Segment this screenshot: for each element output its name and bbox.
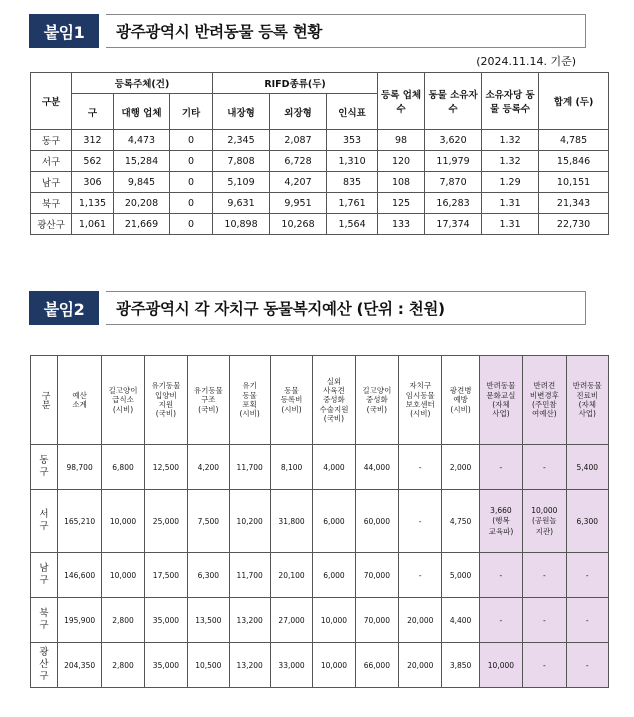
t2-head-c9-line: (시비) — [410, 409, 431, 419]
t2-cell-c5: 11,700 — [229, 445, 270, 490]
t2-cell-c11: - — [479, 598, 522, 643]
t2-head-c3-line: 유기동물 — [151, 381, 181, 391]
t2-head-c13-line: 사업) — [578, 409, 596, 419]
t2-head-c7-line: 실외 — [326, 376, 342, 386]
t2-cell-c10: 3,850 — [442, 643, 479, 688]
t2-head-c13 — [566, 356, 608, 445]
t1-cell-ratio: 1.29 — [482, 172, 539, 193]
t2-row-name-char: 구 — [39, 467, 49, 478]
t2-head-c2-line: (시비) — [112, 404, 134, 414]
t1-head-gubun: 구분 — [31, 73, 72, 130]
t2-cell-c6: 8,100 — [270, 445, 312, 490]
t1-cell-agency: 9,845 — [114, 172, 170, 193]
t2-cell-c1: 204,350 — [57, 643, 101, 688]
t2-head-c11-line: 반려동물 — [486, 381, 516, 391]
t2-head-c2-line: 급식소 — [112, 395, 134, 405]
t2-row-name-char: 동 — [39, 455, 49, 467]
t2-cell-c7: 6,000 — [313, 490, 355, 553]
t2-cell-c7: 6,000 — [313, 553, 355, 598]
t2-cell-c5: 13,200 — [229, 643, 270, 688]
t2-head-c11-line: 사업) — [492, 409, 510, 419]
t1-row-name: 북구 — [31, 193, 72, 214]
t2-row-name-char: 서 — [39, 509, 49, 521]
t2-head-c7-line: 수술지원 — [319, 404, 349, 414]
t2-head-c12-line: 반려견 — [533, 381, 556, 391]
t2-row — [31, 643, 609, 688]
t2-cell-c8: 70,000 — [355, 598, 398, 643]
t2-head-c7 — [313, 356, 355, 445]
t2-cell-c6: 33,000 — [270, 643, 312, 688]
t2-cell-c1: 146,600 — [57, 553, 101, 598]
t1-row — [31, 130, 609, 151]
t1-row-name: 남구 — [31, 172, 72, 193]
t1-head-other: 기타 — [170, 94, 213, 130]
date-note: (2024.11.14. 기준) — [476, 55, 576, 68]
t2-head-c3-line: 입양비 — [155, 390, 177, 400]
t2-cell-c4: 7,500 — [188, 490, 229, 553]
t2-cell-c13: - — [566, 643, 608, 688]
t1-head-external: 외장형 — [270, 94, 327, 130]
t1-row — [31, 172, 609, 193]
t2-head-c6-line: 등록비 — [280, 395, 303, 405]
t2-cell-c4: 10,500 — [188, 643, 229, 688]
t2-row-name-char: 구 — [39, 521, 49, 532]
t2-cell-c1: 195,900 — [57, 598, 101, 643]
t2-cell-c2: 2,800 — [102, 643, 144, 688]
t2-head-c3 — [144, 356, 187, 445]
t1-head-tag: 인식표 — [327, 94, 378, 130]
t2-row — [31, 553, 609, 598]
t1-cell-agency: 15,284 — [114, 151, 170, 172]
t1-head-reg-group: 등록주체(건) — [72, 73, 213, 94]
t2-cell-c12: - — [523, 445, 566, 490]
t2-head-c1 — [57, 356, 101, 445]
t2-cell-c8: 66,000 — [355, 643, 398, 688]
t1-cell-external: 10,268 — [270, 214, 327, 235]
t2-cell-c2: 6,800 — [102, 445, 144, 490]
t1-cell-external: 6,728 — [270, 151, 327, 172]
t2-head-c5 — [229, 356, 270, 445]
t1-cell-gu: 306 — [72, 172, 114, 193]
t2-head-c7-line: 중성화 — [323, 395, 345, 405]
t1-cell-ratio: 1.32 — [482, 151, 539, 172]
t2-head-c1-line: 소계 — [72, 400, 87, 409]
t2-head-c3-line: (국비) — [155, 409, 177, 419]
registration-table — [30, 72, 609, 235]
t2-head-c11 — [479, 356, 522, 445]
t2-cell-c11: 10,000 — [479, 643, 522, 688]
budget-table — [30, 355, 609, 688]
t2-cell-c7: 4,000 — [313, 445, 355, 490]
t2-cell-c12: - — [523, 643, 566, 688]
t2-cell-c2: 10,000 — [102, 553, 144, 598]
t2-head-c8-line: 길고양이 — [362, 385, 392, 395]
t2-cell-c1: 165,210 — [57, 490, 101, 553]
t2-cell-c6: 20,100 — [270, 553, 312, 598]
t2-head-c2 — [102, 356, 144, 445]
t2-head-gubun — [31, 356, 58, 445]
t1-cell-shops: 120 — [378, 151, 425, 172]
t2-head-c5-line: 동물 — [242, 390, 257, 400]
t2-cell-c3: 35,000 — [144, 598, 187, 643]
t2-head-c4-line: 구조 — [201, 395, 216, 405]
t1-cell-shops: 98 — [378, 130, 425, 151]
t2-head-c13-line: 반려동물 — [572, 381, 602, 391]
t1-cell-tag: 1,761 — [327, 193, 378, 214]
t1-cell-owners: 16,283 — [425, 193, 482, 214]
t2-cell-c11: - — [479, 445, 522, 490]
t2-head-c8 — [355, 356, 398, 445]
t2-cell-c7: 10,000 — [313, 643, 355, 688]
t1-cell-agency: 4,473 — [114, 130, 170, 151]
section1-title: 광주광역시 반려동물 등록 현황 — [106, 14, 586, 48]
t1-cell-other: 0 — [170, 151, 213, 172]
t2-cell-c8: 60,000 — [355, 490, 398, 553]
t2-row — [31, 490, 609, 553]
t1-cell-total: 15,846 — [539, 151, 609, 172]
t1-cell-shops: 125 — [378, 193, 425, 214]
t2-head-c5-line: (시비) — [239, 409, 260, 419]
t2-cell-c1: 98,700 — [57, 445, 101, 490]
t2-cell-c3: 17,500 — [144, 553, 187, 598]
t2-head-c10-line: 예방 — [453, 395, 468, 405]
t1-row-name: 서구 — [31, 151, 72, 172]
t1-cell-internal: 10,898 — [213, 214, 270, 235]
t2-cell-line: 교육파) — [488, 526, 514, 536]
t1-cell-tag: 1,310 — [327, 151, 378, 172]
t2-cell-line: 10,000 — [531, 505, 558, 515]
t2-head-c9-line: 임시동물 — [405, 390, 435, 400]
t1-cell-shops: 108 — [378, 172, 425, 193]
t2-row — [31, 598, 609, 643]
t2-cell-c3: 35,000 — [144, 643, 187, 688]
t2-row-name-char: 북 — [39, 608, 49, 620]
t2-head-c4-line: (국비) — [198, 404, 219, 414]
t2-row-name — [31, 598, 58, 643]
t2-head-c4-line: 유기동물 — [193, 385, 223, 395]
t2-cell-line: (공원놀 — [532, 515, 557, 525]
t2-cell-c5: 11,700 — [229, 553, 270, 598]
t1-cell-gu: 1,135 — [72, 193, 114, 214]
t1-cell-external: 2,087 — [270, 130, 327, 151]
t1-cell-owners: 17,374 — [425, 214, 482, 235]
t1-cell-tag: 353 — [327, 130, 378, 151]
t1-cell-internal: 2,345 — [213, 130, 270, 151]
t2-head-c13-line: 진료비 — [576, 390, 599, 400]
t2-cell-c6: 27,000 — [270, 598, 312, 643]
t2-cell-c3: 12,500 — [144, 445, 187, 490]
t1-cell-agency: 21,669 — [114, 214, 170, 235]
t1-cell-total: 21,343 — [539, 193, 609, 214]
t2-cell-c11 — [479, 490, 522, 553]
t2-row-name-char: 구 — [39, 670, 49, 682]
t1-head-rfid-group: RIFD종류(두) — [213, 73, 378, 94]
t2-cell-c9: 20,000 — [399, 598, 442, 643]
t2-head-c4 — [188, 356, 229, 445]
t1-cell-other: 0 — [170, 172, 213, 193]
t2-row-name — [31, 643, 58, 688]
t1-cell-ratio: 1.31 — [482, 193, 539, 214]
t2-head-c11-line: (자체 — [492, 400, 510, 409]
t1-cell-internal: 7,808 — [213, 151, 270, 172]
t2-cell-c5: 13,200 — [229, 598, 270, 643]
section2-title: 광주광역시 각 자치구 동물복지예산 (단위 : 천원) — [106, 291, 586, 325]
t2-head-c8-line: (국비) — [366, 404, 388, 414]
t2-cell-c8: 44,000 — [355, 445, 398, 490]
t2-head-gubun-text: 구분 — [39, 391, 50, 409]
t2-row — [31, 445, 609, 490]
t2-cell-c12 — [523, 490, 566, 553]
t2-cell-c10: 5,000 — [442, 553, 479, 598]
t2-head-c8-line: 중성화 — [365, 395, 388, 405]
t1-head-internal: 내장형 — [213, 94, 270, 130]
t2-cell-c13: 6,300 — [566, 490, 608, 553]
t1-cell-gu: 1,061 — [72, 214, 114, 235]
t2-cell-c6: 31,800 — [270, 490, 312, 553]
t1-cell-other: 0 — [170, 193, 213, 214]
t2-cell-c9: - — [399, 445, 442, 490]
t2-cell-c13: 5,400 — [566, 445, 608, 490]
t2-head-c13-line: (자체 — [578, 400, 596, 409]
t2-cell-c12: - — [523, 598, 566, 643]
t1-cell-total: 10,151 — [539, 172, 609, 193]
t2-head-c7-line: 사육견 — [323, 385, 345, 395]
t2-cell-c9: 20,000 — [399, 643, 442, 688]
t1-cell-ratio: 1.32 — [482, 130, 539, 151]
t2-cell-c12: - — [523, 553, 566, 598]
t2-head-c6-line: (시비) — [281, 404, 302, 414]
t2-cell-c7: 10,000 — [313, 598, 355, 643]
t2-cell-c10: 4,400 — [442, 598, 479, 643]
t2-head-c11-line: 문화교실 — [486, 390, 516, 400]
t1-head-total: 합계 (두) — [539, 73, 609, 130]
t2-cell-c13: - — [566, 598, 608, 643]
t2-row-name-char: 구 — [39, 575, 49, 586]
t1-cell-ratio: 1.31 — [482, 214, 539, 235]
t2-head-c5-line: 포획 — [242, 400, 257, 409]
section1-tag: 붙임1 — [29, 14, 99, 48]
t2-cell-c9: - — [399, 553, 442, 598]
t1-row — [31, 214, 609, 235]
t1-cell-shops: 133 — [378, 214, 425, 235]
t2-cell-c2: 2,800 — [102, 598, 144, 643]
t2-cell-c8: 70,000 — [355, 553, 398, 598]
t2-cell-c10: 2,000 — [442, 445, 479, 490]
t2-cell-c13: - — [566, 553, 608, 598]
t2-head-c9 — [399, 356, 442, 445]
t1-cell-tag: 1,564 — [327, 214, 378, 235]
t2-row-name — [31, 490, 58, 553]
section2-header — [29, 291, 586, 325]
t2-head-c10-line: (시비) — [450, 404, 471, 414]
t1-cell-other: 0 — [170, 214, 213, 235]
t2-cell-line: 지관) — [535, 526, 554, 536]
t2-head-c10 — [442, 356, 479, 445]
t1-cell-external: 4,207 — [270, 172, 327, 193]
t2-row-name — [31, 553, 58, 598]
t2-row-name-char: 산 — [39, 659, 49, 671]
t2-head-c7-line: (국비) — [323, 414, 345, 424]
t2-head-c9-line: 자치구 — [409, 381, 432, 391]
t1-row — [31, 193, 609, 214]
t2-head-c6 — [270, 356, 312, 445]
t1-row-name: 동구 — [31, 130, 72, 151]
t2-cell-c3: 25,000 — [144, 490, 187, 553]
t2-cell-c10: 4,750 — [442, 490, 479, 553]
t1-cell-gu: 562 — [72, 151, 114, 172]
t2-cell-c2: 10,000 — [102, 490, 144, 553]
t1-head-agency: 대행 업체 — [114, 94, 170, 130]
t2-head-c10-line: 광견병 — [449, 385, 472, 395]
t2-head-c2-line: 길고양이 — [108, 385, 138, 395]
t2-cell-line: 3,660 — [490, 505, 512, 515]
t1-head-gu: 구 — [72, 94, 114, 130]
t2-head-c3-line: 지원 — [158, 400, 174, 409]
t1-cell-external: 9,951 — [270, 193, 327, 214]
t1-cell-owners: 3,620 — [425, 130, 482, 151]
t1-head-shops: 등록 업체수 — [378, 73, 425, 130]
t2-cell-c9: - — [399, 490, 442, 553]
t2-head-c6-line: 동물 — [284, 385, 299, 395]
t2-head-c12 — [523, 356, 566, 445]
t2-head-c1-line: 예산 — [72, 390, 87, 400]
t2-row-name — [31, 445, 58, 490]
t2-head-c12-line: (주민참 — [532, 400, 557, 409]
section1-header — [29, 14, 586, 48]
t2-cell-c4: 13,500 — [188, 598, 229, 643]
t1-cell-tag: 835 — [327, 172, 378, 193]
t2-row-name-char: 구 — [39, 620, 49, 631]
t1-head-owners: 동물 소유자수 — [425, 73, 482, 130]
t1-cell-agency: 20,208 — [114, 193, 170, 214]
t2-cell-c5: 10,200 — [229, 490, 270, 553]
t2-cell-c4: 6,300 — [188, 553, 229, 598]
t1-cell-internal: 5,109 — [213, 172, 270, 193]
t2-cell-c11: - — [479, 553, 522, 598]
t2-row-name-char: 광 — [39, 647, 49, 659]
t2-cell-c4: 4,200 — [188, 445, 229, 490]
t1-row — [31, 151, 609, 172]
t1-cell-internal: 9,631 — [213, 193, 270, 214]
t1-cell-total: 4,785 — [539, 130, 609, 151]
t2-head-c12-line: 여예산) — [532, 409, 557, 419]
t1-cell-owners: 11,979 — [425, 151, 482, 172]
t2-row-name-char: 남 — [39, 563, 49, 575]
t2-cell-line: (행복 — [492, 515, 510, 525]
section2-tag: 붙임2 — [29, 291, 99, 325]
t2-head-c9-line: 보호센터 — [405, 400, 435, 409]
t1-cell-gu: 312 — [72, 130, 114, 151]
t1-row-name: 광산구 — [31, 214, 72, 235]
t1-cell-owners: 7,870 — [425, 172, 482, 193]
t1-cell-total: 22,730 — [539, 214, 609, 235]
t1-head-per-owner: 소유자당 동물 등록수 — [482, 73, 539, 130]
t2-head-c5-line: 유기 — [242, 381, 257, 391]
t2-head-c12-line: 비변경후 — [529, 390, 559, 400]
t1-cell-other: 0 — [170, 130, 213, 151]
